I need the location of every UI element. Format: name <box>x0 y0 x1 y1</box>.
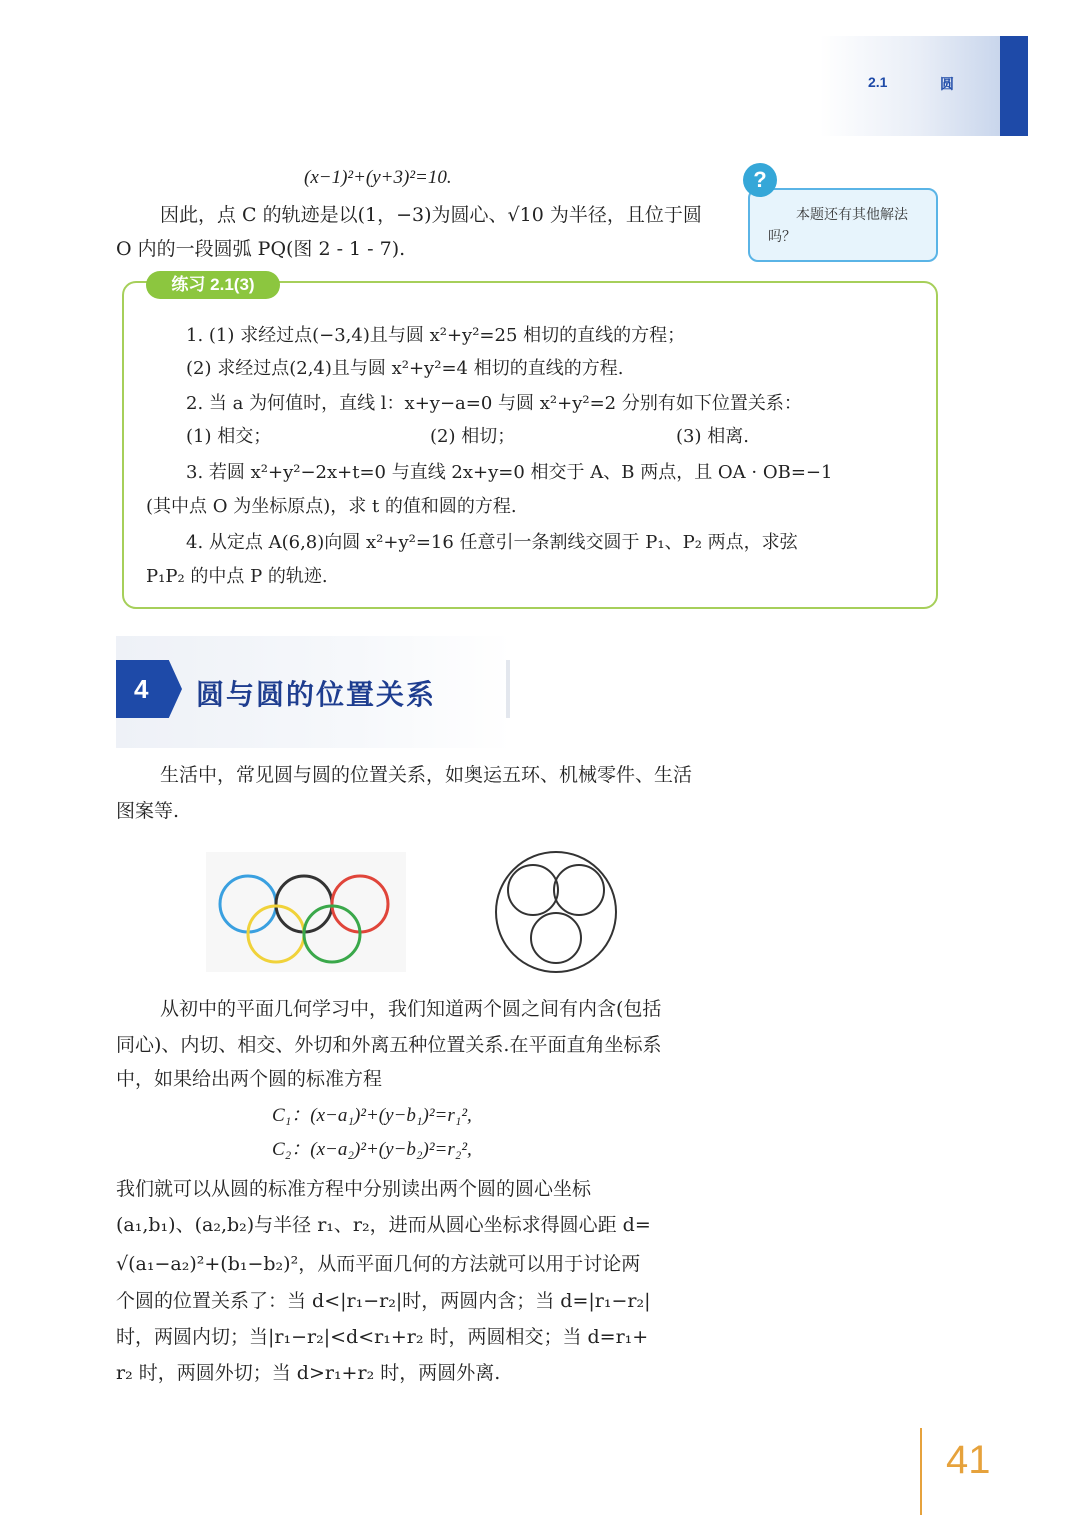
exercise-option-3: (3) 相离. <box>676 426 749 447</box>
question-icon: ? <box>743 163 777 197</box>
top-line-1: 因此，点 C 的轨迹是以(1，−3)为圆心、√10 为半径，且位于圆 <box>160 204 702 226</box>
circle-equation-2: C₂：(x−a₂)²+(y−b₂)²=r₂², <box>272 1139 472 1160</box>
exercise-line: 1. (1) 求经过点(−3,4)且与圆 x²+y²=25 相切的直线的方程； <box>186 325 686 346</box>
header-tab-edge <box>1000 36 1028 136</box>
exercise-line: (其中点 O 为坐标原点)，求 t 的值和圆的方程. <box>146 496 517 517</box>
exercise-line: (2) 求经过点(2,4)且与圆 x²+y²=4 相切的直线的方程. <box>186 358 624 379</box>
section-banner-edge <box>506 660 510 718</box>
hint-text: 本题还有其他解法吗？ <box>768 207 908 245</box>
body-paragraph-line: r₂ 时，两圆外切；当 d>r₁+r₂ 时，两圆外离. <box>116 1362 501 1384</box>
circles-in-circle-figure <box>490 846 622 978</box>
top-equation: (x−1)²+(y+3)²=10. <box>304 167 452 188</box>
header-tab-background <box>820 36 1000 136</box>
red-ring <box>332 876 388 932</box>
blue-ring <box>220 876 276 932</box>
exercise-tag: 练习 2.1(3) <box>146 271 280 299</box>
header-section-number: 2.1 <box>868 74 888 90</box>
exercise-option-1: (1) 相交； <box>186 426 272 447</box>
inner-circle-right <box>554 865 604 915</box>
body-paragraph-line: 个圆的位置关系了：当 d<|r₁−r₂|时，两圆内含；当 d=|r₁−r₂| <box>116 1290 651 1312</box>
section-number-badge <box>116 660 182 718</box>
exercise-line: P₁P₂ 的中点 P 的轨迹. <box>146 566 328 587</box>
section-number: 4 <box>134 674 149 704</box>
page-number-rule <box>920 1428 922 1515</box>
exercise-line: 2. 当 a 为何值时，直线 l：x+y−a=0 与圆 x²+y²=2 分别有如下位置关系： <box>186 393 802 414</box>
body-paragraph-line: 图案等. <box>116 800 180 822</box>
section-title: 圆与圆的位置关系 <box>196 678 437 711</box>
olympic-rings-figure <box>206 852 406 972</box>
exercise-line: 3. 若圆 x²+y²−2x+t=0 与直线 2x+y=0 相交于 A、B 两点，且 OA · OB=−1 <box>186 462 833 483</box>
body-paragraph-line: 同心)、内切、相交、外切和外离五种位置关系.在平面直角坐标系 <box>116 1034 662 1056</box>
body-paragraph-line: (a₁,b₁)、(a₂,b₂)与半径 r₁、r₂，进而从圆心坐标求得圆心距 d= <box>116 1214 651 1236</box>
circle-equation-1: C₁：(x−a₁)²+(y−b₁)²=r₁², <box>272 1105 472 1126</box>
black-ring <box>276 876 332 932</box>
body-paragraph-line: √(a₁−a₂)²+(b₁−b₂)²，从而平面几何的方法就可以用于讨论两 <box>116 1253 641 1275</box>
exercise-line: 4. 从定点 A(6,8)向圆 x²+y²=16 任意引一条割线交圆于 P₁、P₂ 两点，求弦 <box>186 532 798 553</box>
green-ring <box>304 906 360 962</box>
page-number: 41 <box>946 1438 991 1482</box>
body-paragraph-line: 从初中的平面几何学习中，我们知道两个圆之间有内含(包括 <box>160 998 662 1020</box>
body-paragraph-line: 时，两圆内切；当|r₁−r₂|<d<r₁+r₂ 时，两圆相交；当 d=r₁+ <box>116 1326 649 1348</box>
exercise-option-2: (2) 相切； <box>430 426 516 447</box>
yellow-ring <box>248 906 304 962</box>
top-line-2: O 内的一段圆弧 PQ(图 2 - 1 - 7). <box>116 238 406 260</box>
body-paragraph-line: 我们就可以从圆的标准方程中分别读出两个圆的圆心坐标 <box>116 1178 592 1200</box>
header-section-title: 圆 <box>940 76 954 92</box>
inner-circle-bottom <box>531 913 581 963</box>
body-paragraph-line: 生活中，常见圆与圆的位置关系，如奥运五环、机械零件、生活 <box>160 764 693 786</box>
body-paragraph-line: 中，如果给出两个圆的标准方程 <box>116 1068 383 1090</box>
inner-circle-left <box>508 865 558 915</box>
